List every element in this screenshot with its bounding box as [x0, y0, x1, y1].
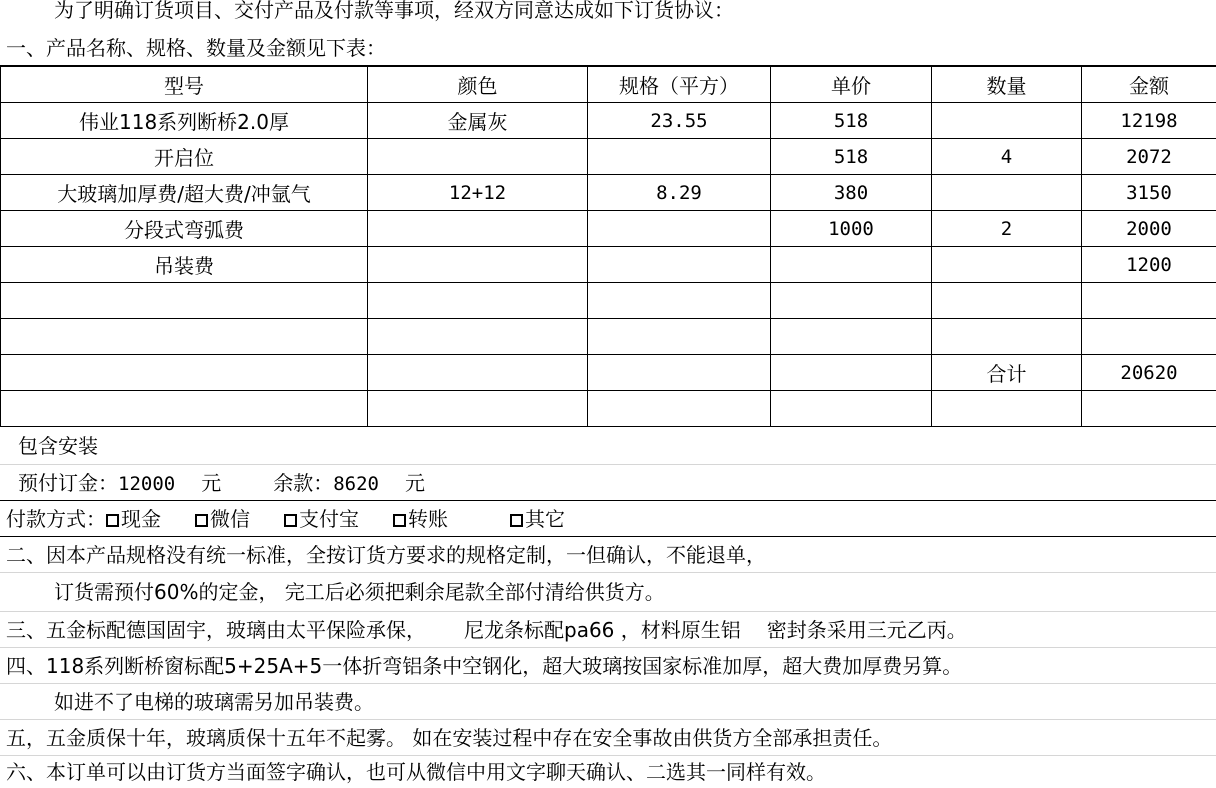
cell-unit-price	[771, 283, 932, 319]
header-unit-price: 单价	[771, 67, 932, 103]
table-row	[1, 211, 1216, 247]
cell-amount: 2072	[1082, 139, 1216, 175]
header-amount: 金额	[1082, 67, 1216, 103]
cell-model	[1, 319, 368, 355]
balance-unit: 元	[404, 471, 425, 495]
cell-spec	[588, 247, 771, 283]
payment-option-alipay[interactable]	[284, 509, 359, 529]
checkbox-icon[interactable]	[195, 514, 208, 527]
payment-methods	[0, 501, 1216, 537]
balance-amount: 8620	[333, 473, 379, 495]
table-row	[1, 139, 1216, 175]
deposit-amount: 12000	[118, 473, 176, 495]
cell-color: 12+12	[368, 175, 588, 211]
cell-color	[368, 283, 588, 319]
term-3-part-1: 三、五金标配德国固宇，玻璃由太平保险承保，	[6, 618, 426, 642]
cell-quantity	[932, 391, 1082, 427]
cell-spec	[588, 355, 771, 391]
total-label: 合计	[932, 355, 1082, 391]
table-row	[1, 247, 1216, 283]
cell-unit-price: 518	[771, 139, 932, 175]
cell-model: 大玻璃加厚费/超大费/冲氩气	[1, 175, 368, 211]
term-5: 五，五金质保十年，玻璃质保十五年不起雾。 如在安装过程中存在安全事故由供货方全部承担责任。	[0, 720, 1216, 756]
header-quantity: 数量	[932, 67, 1082, 103]
cell-spec	[588, 139, 771, 175]
term-3-part-2: 尼龙条标配pa66 ，材料原生铝	[464, 618, 741, 642]
cell-unit-price	[771, 319, 932, 355]
cell-unit-price	[771, 391, 932, 427]
option-label: 现金	[121, 507, 161, 531]
cell-color	[368, 355, 588, 391]
cell-quantity: 4	[932, 139, 1082, 175]
option-label: 微信	[210, 507, 250, 531]
cell-amount: 12198	[1082, 103, 1216, 139]
table-row	[1, 283, 1216, 319]
cell-model	[1, 391, 368, 427]
cell-quantity	[932, 283, 1082, 319]
table-row	[1, 175, 1216, 211]
cell-model: 伟业118系列断桥2.0厚	[1, 103, 368, 139]
cell-quantity	[932, 175, 1082, 211]
cell-unit-price	[771, 247, 932, 283]
total-amount: 20620	[1082, 355, 1216, 391]
balance-label: 余款：	[273, 471, 334, 495]
cell-quantity	[932, 319, 1082, 355]
section1-title: 一、产品名称、规格、数量及金额见下表：	[0, 30, 1216, 66]
cell-amount: 2000	[1082, 211, 1216, 247]
intro-text: 为了明确订货项目、交付产品及付款等事项，经双方同意达成如下订货协议：	[54, 0, 734, 22]
table-row	[1, 319, 1216, 355]
cell-amount: 3150	[1082, 175, 1216, 211]
option-label: 转账	[408, 507, 448, 531]
term-2-line-2: 订货需预付60%的定金， 完工后必须把剩余尾款全部付清给供货方。	[0, 573, 1216, 612]
checkbox-icon[interactable]	[393, 514, 406, 527]
header-spec: 规格（平方）	[588, 67, 771, 103]
term-2-line-1: 二、因本产品规格没有统一标准，全按订货方要求的规格定制，一但确认，不能退单，	[0, 537, 1216, 573]
checkbox-icon[interactable]	[510, 514, 523, 527]
cell-amount	[1082, 319, 1216, 355]
cell-amount	[1082, 391, 1216, 427]
cell-amount	[1082, 283, 1216, 319]
term-3	[0, 612, 1216, 648]
payment-option-transfer[interactable]	[393, 509, 448, 529]
cell-spec	[588, 211, 771, 247]
cell-unit-price: 1000	[771, 211, 932, 247]
cell-spec	[588, 391, 771, 427]
deposit-line	[0, 465, 1216, 501]
cell-quantity: 2	[932, 211, 1082, 247]
payment-option-wechat[interactable]	[195, 509, 250, 529]
term-3-part-3: 密封条采用三元乙丙。	[766, 618, 967, 642]
cell-model: 开启位	[1, 139, 368, 175]
cell-model	[1, 355, 368, 391]
order-table	[0, 66, 1216, 427]
deposit-label: 预付订金：	[18, 471, 118, 495]
table-header-row	[1, 67, 1216, 103]
cell-unit-price	[771, 355, 932, 391]
payment-option-cash[interactable]	[106, 509, 161, 529]
cell-amount: 1200	[1082, 247, 1216, 283]
cell-color: 金属灰	[368, 103, 588, 139]
payment-label: 付款方式：	[6, 507, 106, 531]
term-6: 六、本订单可以由订货方当面签字确认，也可从微信中用文字聊天确认、二选其一同样有效。	[6, 760, 826, 784]
cell-spec	[588, 319, 771, 355]
cell-color	[368, 247, 588, 283]
cell-spec: 8.29	[588, 175, 771, 211]
cell-model	[1, 283, 368, 319]
cell-model: 吊装费	[1, 247, 368, 283]
deposit-unit: 元	[201, 471, 222, 495]
checkbox-icon[interactable]	[284, 514, 297, 527]
table-row	[1, 103, 1216, 139]
table-row	[1, 391, 1216, 427]
term-4-line-1: 四、118系列断桥窗标配5+25A+5一体折弯铝条中空钢化，超大玻璃按国家标准加厚，超大费加厚费另算。	[0, 648, 1216, 684]
option-label: 支付宝	[299, 507, 359, 531]
cell-unit-price: 518	[771, 103, 932, 139]
cell-unit-price: 380	[771, 175, 932, 211]
cell-quantity	[932, 247, 1082, 283]
table-total-row	[1, 355, 1216, 391]
cell-color	[368, 319, 588, 355]
header-color: 颜色	[368, 67, 588, 103]
cell-color	[368, 211, 588, 247]
payment-option-other[interactable]	[510, 509, 565, 529]
option-label: 其它	[525, 507, 565, 531]
cell-quantity	[932, 103, 1082, 139]
cell-spec	[588, 283, 771, 319]
cell-color	[368, 391, 588, 427]
cell-spec: 23.55	[588, 103, 771, 139]
header-model: 型号	[1, 67, 368, 103]
checkbox-icon[interactable]	[106, 514, 119, 527]
install-note: 包含安装	[0, 429, 1216, 465]
cell-model: 分段式弯弧费	[1, 211, 368, 247]
term-4-line-2: 如进不了电梯的玻璃需另加吊装费。	[0, 684, 1216, 720]
cell-color	[368, 139, 588, 175]
